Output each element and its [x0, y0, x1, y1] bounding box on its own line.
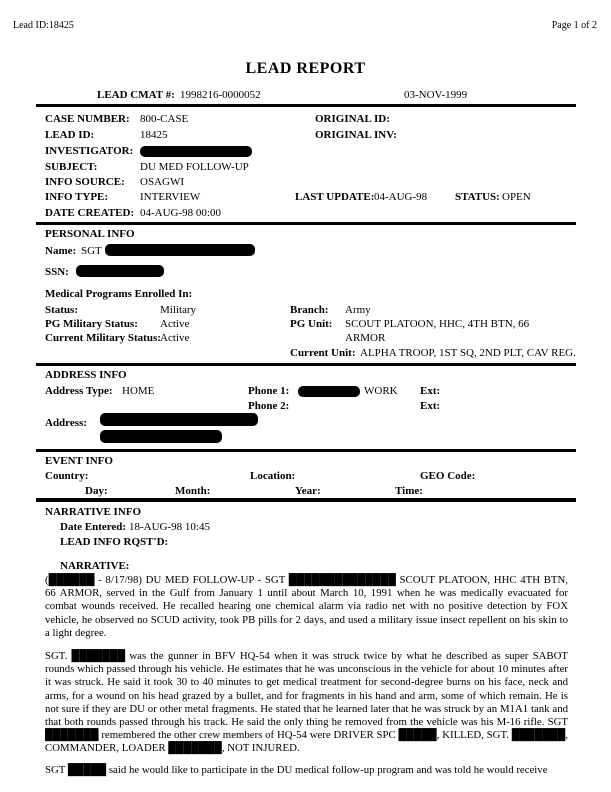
- name-label: Name:: [45, 245, 77, 257]
- name-prefix: SGT: [81, 245, 102, 257]
- redaction-bar: [100, 413, 258, 426]
- narrative-label: NARRATIVE:: [60, 560, 130, 572]
- last-update-value: 04-AUG-98: [374, 191, 428, 203]
- cmat-label: LEAD CMAT #:: [97, 89, 175, 101]
- phone1-label: Phone 1:: [248, 385, 290, 397]
- branch-label: Branch:: [290, 304, 329, 316]
- pg-military-status-label: PG Military Status:: [45, 318, 138, 330]
- report-title: LEAD REPORT: [245, 60, 366, 77]
- country-label: Country:: [45, 470, 89, 482]
- info-source-value: OSAGWI: [140, 176, 184, 188]
- time-label: Time:: [395, 485, 423, 497]
- address-info-title: ADDRESS INFO: [45, 369, 127, 381]
- personal-info-title: PERSONAL INFO: [45, 228, 135, 240]
- section-divider: [36, 498, 576, 502]
- info-type-value: INTERVIEW: [140, 191, 201, 203]
- address-type-value: HOME: [122, 385, 155, 397]
- year-label: Year:: [295, 485, 321, 497]
- last-update-label: LAST UPDATE:: [295, 191, 375, 203]
- narrative-paragraph-1: (██████ - 8/17/98) DU MED FOLLOW-UP - SGT ██████████████ SCOUT PLATOON, HHC 4TH BTN, 66 ARMOR, served in the Gulf from January 1 until about March 10, 1991 when he was medically evacuated for combat wounds received. He recalled hearing one chemical alarm via radio net with no positive detection by FOX vehicle, he observed no SCUD activity, took PB pills for 2 days, and used a military issue insect repellent on his skin to a light degree.: [45, 574, 568, 639]
- subject-value: DU MED FOLLOW-UP: [140, 161, 249, 173]
- status-value: OPEN: [502, 191, 531, 203]
- investigator-label: INVESTIGATOR:: [45, 145, 134, 157]
- date-entered-value: 18-AUG-98 10:45: [129, 521, 210, 533]
- page-number: Page 1 of 2: [551, 20, 597, 31]
- original-id-label: ORIGINAL ID:: [315, 113, 390, 125]
- branch-value: Army: [345, 304, 371, 316]
- info-type-label: INFO TYPE:: [45, 191, 109, 203]
- narrative-paragraph-2: SGT. ███████ was the gunner in BFV HQ-54 when it was struck twice by what he described as super SABOT rounds which passed through his vehicle. He estimates that he was unconscious in the vehicle for about 10 minutes after it was struck. He said it took 30 to 40 minutes to get medical treatment for second-degree burns on his face, neck and arms, for a wound on his head grazed by a bullet, and for fragments in his hand and arm, some of which remain. He is not sure if they are DU or other metal fragments. He stated that he learned later that he was struck by an M1A1 tank and that both rounds passed through his track. He said the only thing he removed from the vehicle was his M-16 rifle. SGT ███████ remembered the other crew members of HQ-54 were DRIVER SPC █████, KILLED, SGT. ███████, COMMANDER, LOADER ███████, NOT INJURED.: [45, 650, 568, 755]
- address-label: Address:: [45, 417, 87, 429]
- pg-unit-label: PG Unit:: [290, 318, 333, 330]
- date-entered-label: Date Entered:: [60, 521, 127, 533]
- lead-id-label: LEAD ID:: [45, 129, 95, 141]
- date-created-label: DATE CREATED:: [45, 207, 135, 219]
- section-divider: [36, 363, 576, 366]
- section-divider: [36, 222, 576, 225]
- geo-code-label: GEO Code:: [420, 470, 476, 482]
- current-unit-label: Current Unit:: [290, 347, 356, 359]
- lead-id-value: 18425: [140, 129, 168, 141]
- current-unit-value: ALPHA TROOP, 1ST SQ, 2ND PLT, CAV REG.: [360, 347, 576, 359]
- redaction-bar: [76, 265, 164, 277]
- military-status-label: Status:: [45, 304, 79, 316]
- phone1-type: WORK: [364, 385, 398, 397]
- lead-info-rqstd-label: LEAD INFO RQST'D:: [60, 536, 169, 548]
- case-number-value: 800-CASE: [140, 113, 189, 125]
- pg-unit-value-line2: ARMOR: [345, 332, 386, 344]
- section-divider: [36, 449, 576, 452]
- redaction-bar: [140, 146, 252, 157]
- current-military-status-label: Current Military Status:: [45, 332, 161, 344]
- ext1-label: Ext:: [420, 385, 441, 397]
- info-source-label: INFO SOURCE:: [45, 176, 125, 188]
- current-military-status-value: Active: [160, 332, 190, 344]
- status-label: STATUS:: [455, 191, 500, 203]
- report-date: 03-NOV-1999: [404, 89, 468, 101]
- subject-label: SUBJECT:: [45, 161, 98, 173]
- event-info-title: EVENT INFO: [45, 455, 113, 467]
- pg-unit-value-line1: SCOUT PLATOON, HHC, 4TH BTN, 66: [345, 318, 530, 330]
- ext2-label: Ext:: [420, 400, 441, 412]
- redaction-bar: [100, 430, 222, 443]
- military-status-value: Military: [160, 304, 197, 316]
- address-type-label: Address Type:: [45, 385, 113, 397]
- day-label: Day:: [85, 485, 108, 497]
- redaction-bar: [105, 244, 255, 256]
- lead-id-header: Lead ID:18425: [13, 20, 74, 31]
- cmat-value: 1998216-0000052: [180, 89, 261, 101]
- month-label: Month:: [175, 485, 211, 497]
- phone2-label: Phone 2:: [248, 400, 290, 412]
- section-divider: [36, 104, 576, 107]
- location-label: Location:: [250, 470, 296, 482]
- redaction-bar: [298, 386, 360, 397]
- date-created-value: 04-AUG-98 00:00: [140, 207, 221, 219]
- original-inv-label: ORIGINAL INV:: [315, 129, 397, 141]
- narrative-paragraph-3: SGT █████ said he would like to participate in the DU medical follow-up program and was told he would receive: [45, 764, 548, 776]
- ssn-label: SSN:: [45, 266, 69, 278]
- case-number-label: CASE NUMBER:: [45, 113, 130, 125]
- medical-programs-label: Medical Programs Enrolled In:: [45, 288, 193, 300]
- narrative-info-title: NARRATIVE INFO: [45, 506, 142, 518]
- pg-military-status-value: Active: [160, 318, 190, 330]
